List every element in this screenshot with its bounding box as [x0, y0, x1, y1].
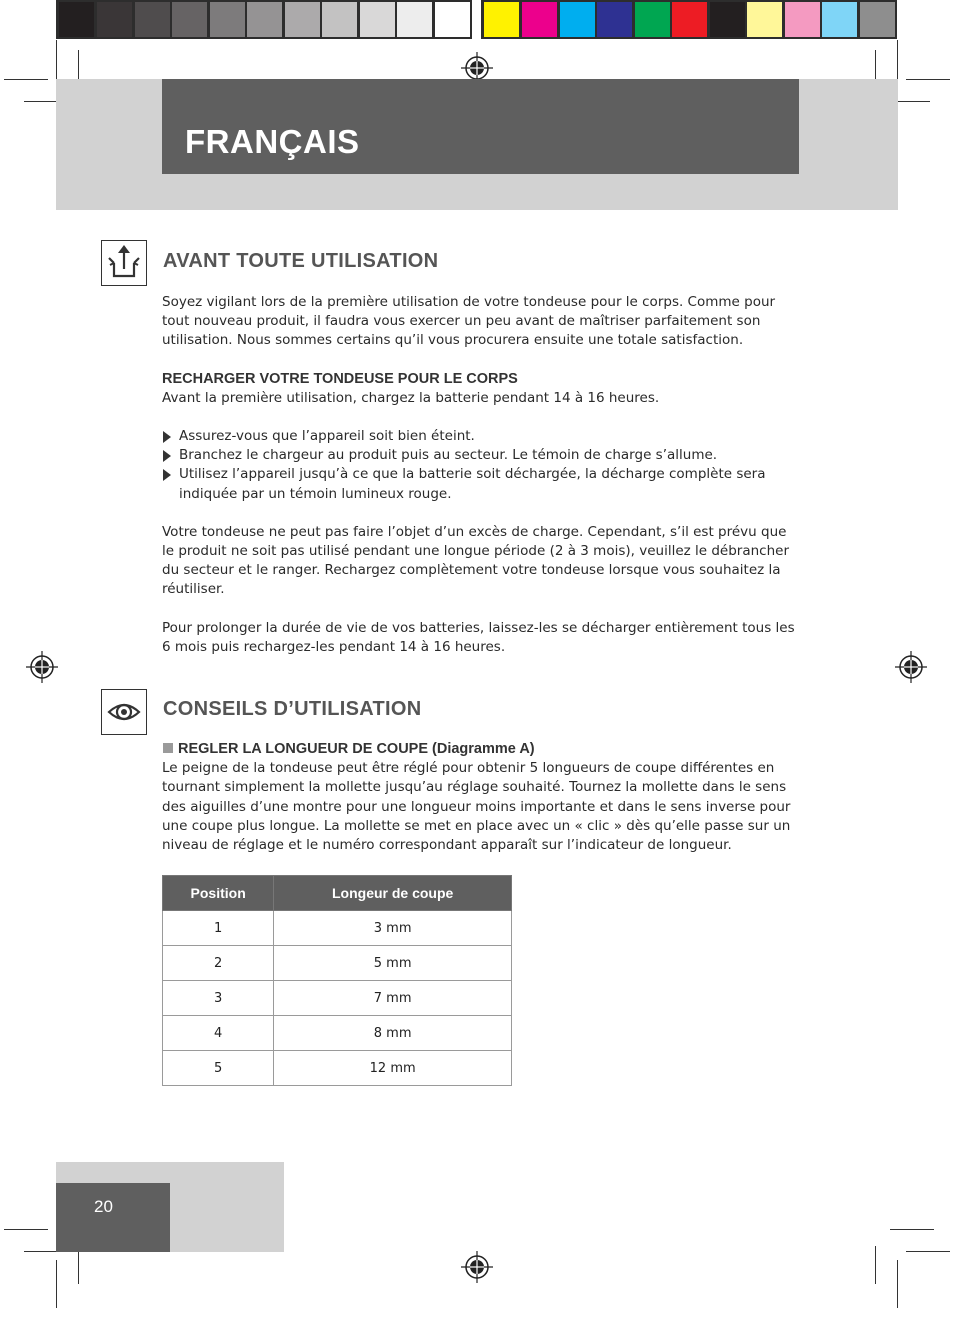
swatch [747, 2, 782, 37]
registration-mark-icon [461, 1251, 493, 1283]
swatch [397, 2, 432, 37]
cut-length-subheading-text: REGLER LA LONGUEUR DE COUPE (Diagramme A) [178, 741, 535, 757]
table-row [163, 981, 512, 1016]
table-cell: 12 mm [274, 1051, 512, 1086]
list-item-text: Assurez-vous que l’appareil soit bien éteint. [179, 428, 475, 445]
swatch [172, 2, 207, 37]
crop-mark [875, 1246, 876, 1284]
swatch [597, 2, 632, 37]
spacer [162, 504, 802, 523]
swatch [785, 2, 820, 37]
crop-mark [4, 1229, 48, 1230]
table-cell: 3 [163, 981, 274, 1016]
list-item [162, 465, 802, 503]
crop-mark [4, 79, 48, 80]
charge-steps-list [162, 427, 802, 504]
section1-icon-box [101, 240, 147, 286]
eye-icon [102, 690, 146, 734]
swatch [285, 2, 320, 37]
crop-mark [906, 1251, 950, 1252]
swatch [860, 2, 895, 37]
unpack-box-icon [102, 241, 146, 285]
swatch [210, 2, 245, 37]
battery-paragraph: Pour prolonger la durée de vie de vos batteries, laissez-les se décharger entièrement tous les 6 mois puis rechargez-les pendant 14 à 16 heures. [162, 619, 795, 655]
swatch [435, 2, 470, 37]
table-cell: 8 mm [274, 1016, 512, 1051]
table-cell: 3 mm [274, 911, 512, 946]
registration-mark-icon [895, 651, 927, 683]
spacer [162, 408, 802, 427]
list-item [162, 427, 802, 446]
cut-length-paragraph: Le peigne de la tondeuse peut être réglé pour obtenir 5 longueurs de coupe différentes en tournant simplement la mollette jusqu’au réglage souhaité. Tournez la mollette dans le sens des aiguilles d’une montre pour une longueur moins importante et dans le sens inverse pour une coupe plus longue. La mollette se met en place avec un « clic » dès qu’elle passe sur un niveau de réglage et le numéro correspondant apparaît sur l’indicateur de longueur. [162, 760, 791, 854]
swatch [135, 2, 170, 37]
crop-mark [890, 1229, 934, 1230]
registration-mark-icon [26, 651, 58, 683]
section1-body [162, 293, 802, 657]
crop-mark [56, 1260, 57, 1308]
table-row [163, 1016, 512, 1051]
overcharge-paragraph: Votre tondeuse ne peut pas faire l’objet d’un excès de charge. Cependant, s’il est prévu que le produit ne soit pas utilisé pendant une longue période (2 à 3 mois), veuillez le débrancher du secteur et le ranger. Rechargez complètement votre tondeuse lorsque vous souhaitez la réutiliser. [162, 523, 790, 598]
swatch [635, 2, 670, 37]
swatch [360, 2, 395, 37]
bullet-arrow-icon [163, 450, 171, 462]
page-number: 20 [94, 1197, 113, 1216]
column-header: Longeur de coupe [274, 876, 512, 911]
section2-title: CONSEILS D’UTILISATION [163, 698, 422, 720]
section1-title: AVANT TOUTE UTILISATION [163, 250, 439, 272]
list-item-text: Branchez le chargeur au produit puis au secteur. Le témoin de charge s’allume. [179, 447, 718, 464]
swatch [560, 2, 595, 37]
intro-paragraph: Soyez vigilant lors de la première utilisation de votre tondeuse pour le corps. Comme pour tout nouveau produit, il faudra vous exercer un peu avant de maîtriser parfaitement son utilisation. Nous sommes certains qu’il vous procurera ensuite une totale satisfaction. [162, 294, 776, 349]
swatch [484, 2, 519, 37]
bullet-arrow-icon [163, 469, 171, 481]
page-number-box [56, 1183, 170, 1252]
swatch [97, 2, 132, 37]
crop-mark [897, 1260, 898, 1308]
page-title: FRANÇAIS [185, 123, 360, 160]
swatch [672, 2, 707, 37]
table-row [163, 911, 512, 946]
swatch [59, 2, 94, 37]
spacer [162, 351, 802, 370]
bullet-arrow-icon [163, 431, 171, 443]
swatch [710, 2, 745, 37]
section2-icon-box [101, 689, 147, 735]
recharge-subheading: RECHARGER VOTRE TONDEUSE POUR LE CORPS [162, 370, 518, 387]
table-row [163, 1051, 512, 1086]
square-bullet-icon [163, 743, 173, 753]
swatch [247, 2, 282, 37]
table-header-row [163, 876, 512, 911]
table-cell: 2 [163, 946, 274, 981]
table-cell: 1 [163, 911, 274, 946]
swatch [822, 2, 857, 37]
crop-mark [906, 79, 950, 80]
cut-length-table [162, 875, 512, 1086]
table-cell: 5 [163, 1051, 274, 1086]
list-item [162, 446, 802, 465]
table-row [163, 946, 512, 981]
swatch [322, 2, 357, 37]
column-header: Position [163, 876, 274, 911]
table-cell: 7 mm [274, 981, 512, 1016]
spacer [162, 600, 802, 619]
cut-length-subheading [162, 740, 802, 759]
swatch [522, 2, 557, 37]
list-item-text: Utilisez l’appareil jusqu’à ce que la batterie soit déchargée, la décharge complète sera indiquée par un témoin lumineux rouge. [179, 466, 766, 502]
section2-body [162, 740, 802, 855]
table-cell: 5 mm [274, 946, 512, 981]
table-cell: 4 [163, 1016, 274, 1051]
charge-note: Avant la première utilisation, chargez la batterie pendant 14 à 16 heures. [162, 389, 660, 406]
